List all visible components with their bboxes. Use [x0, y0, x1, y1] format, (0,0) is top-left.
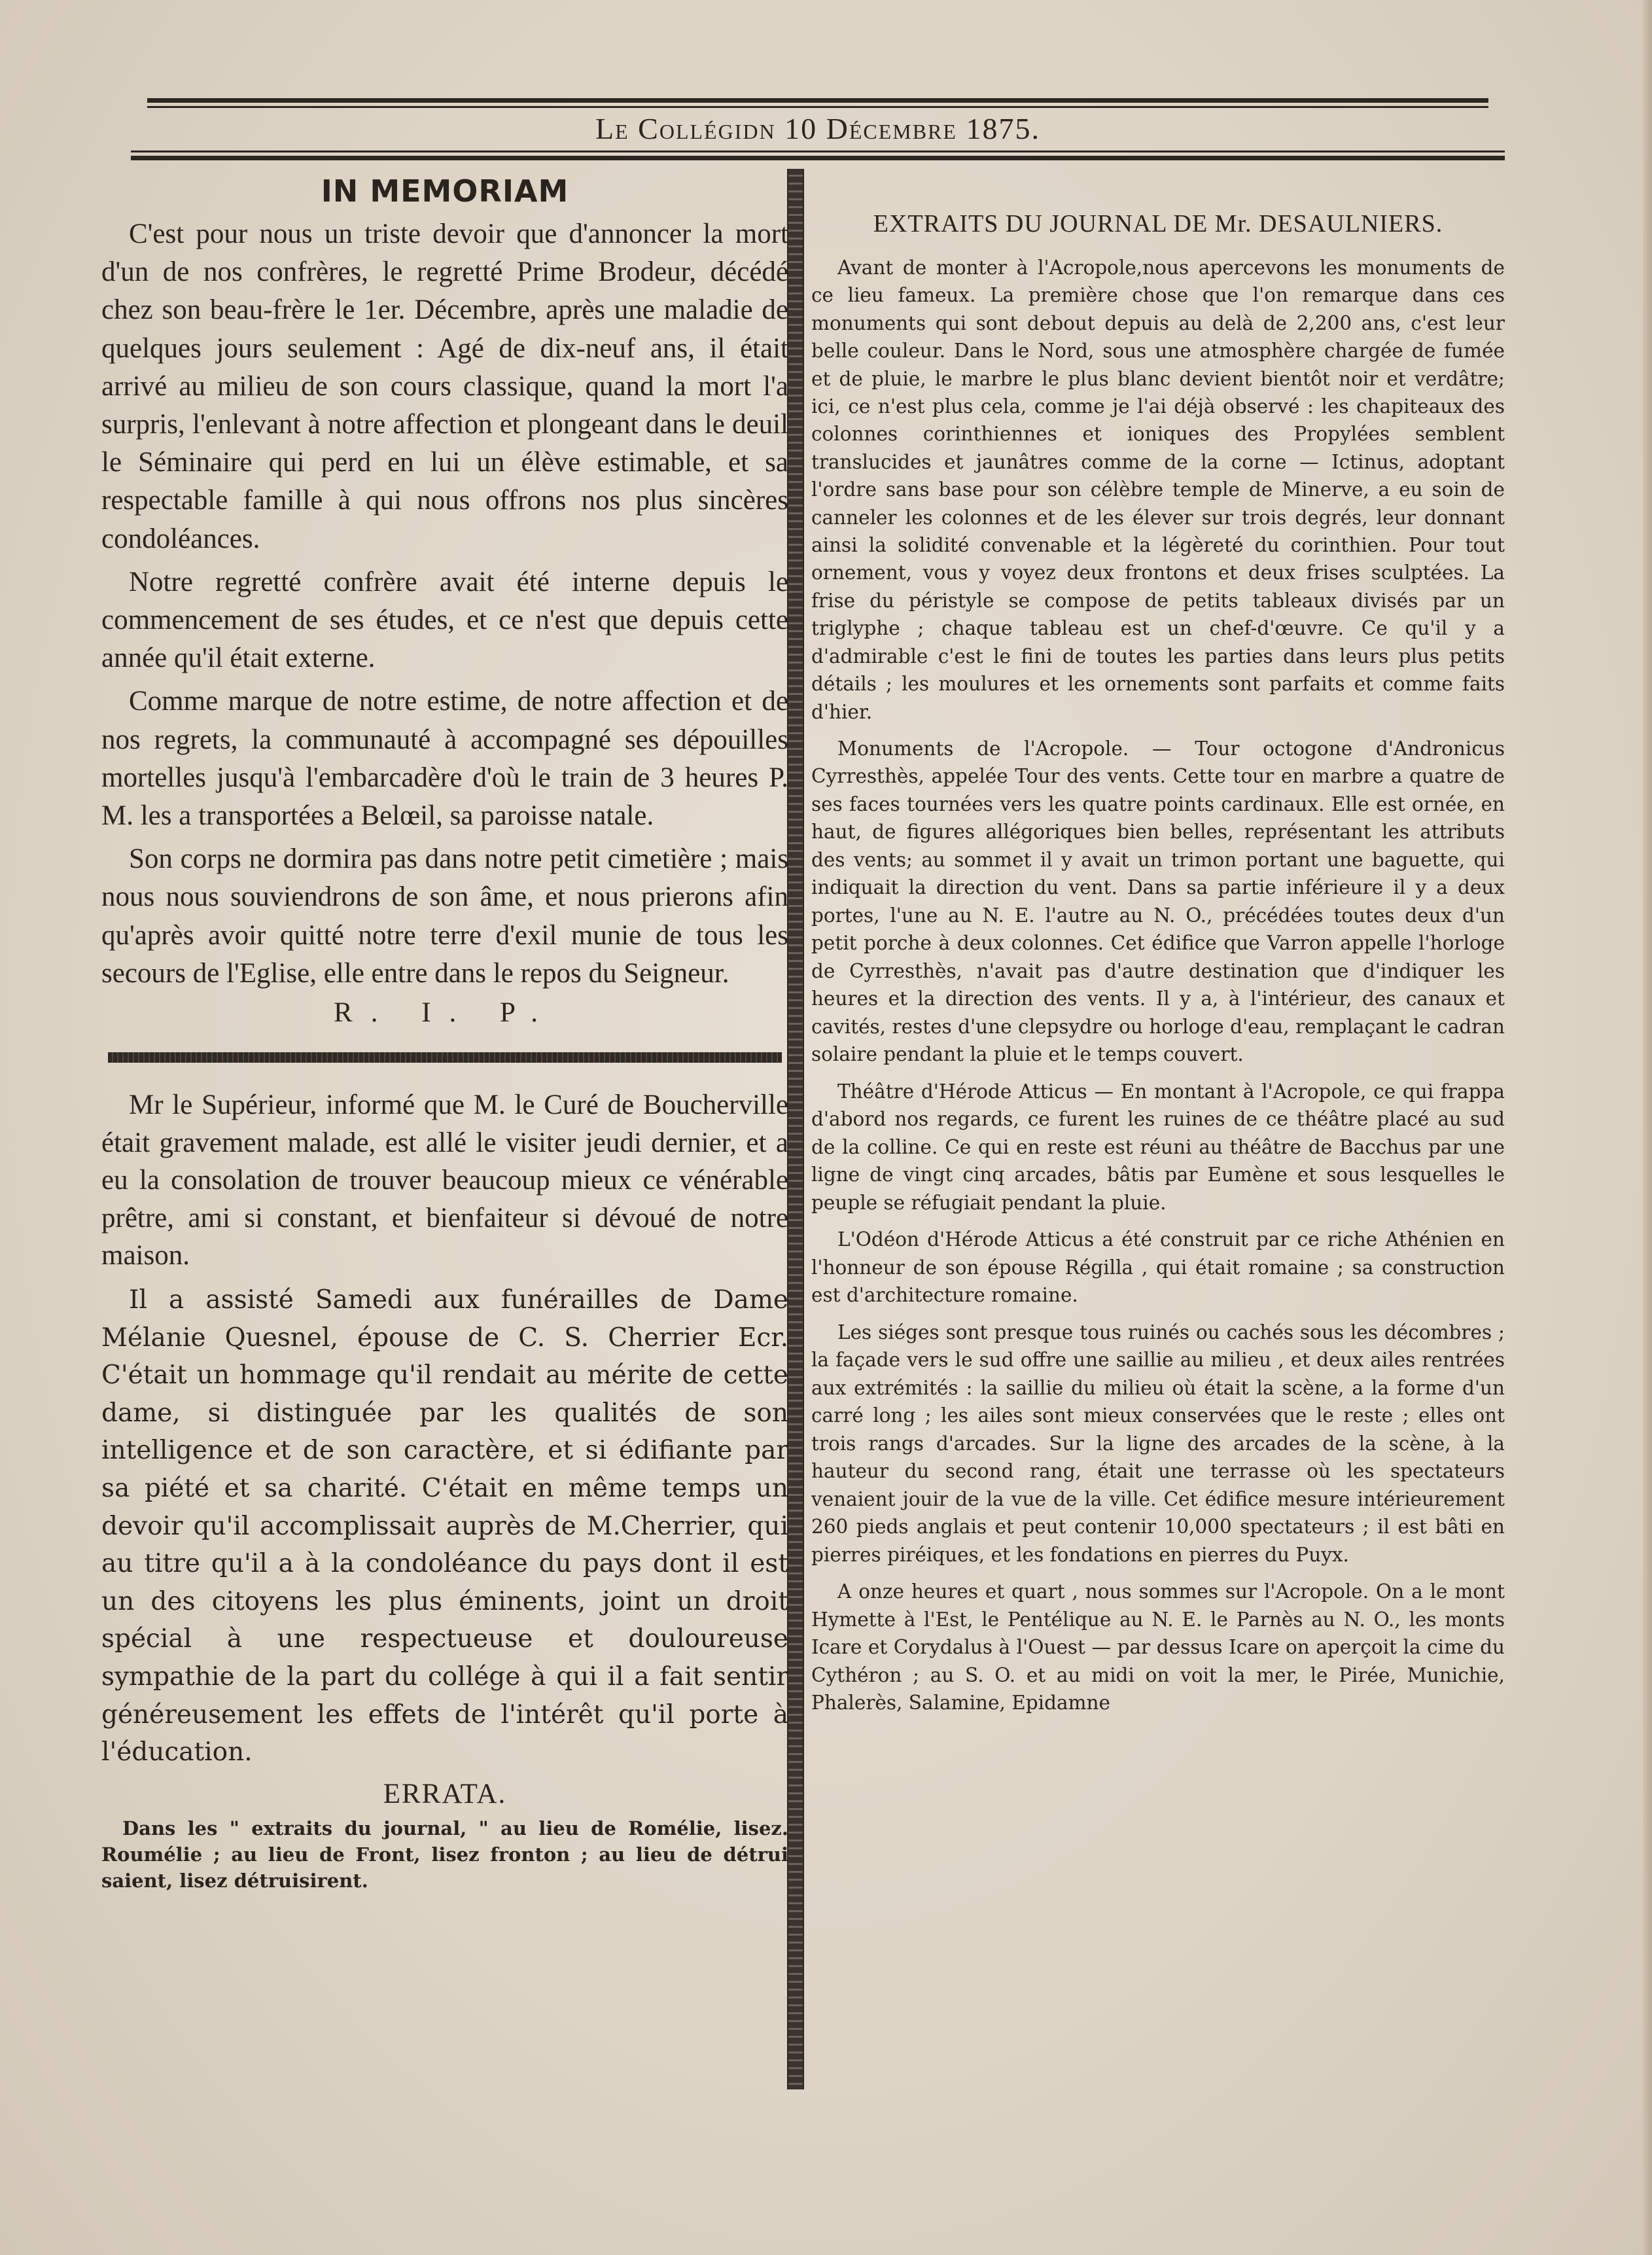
rip-line: R. I. P.	[334, 997, 556, 1029]
header-top-rule	[147, 98, 1488, 103]
extraits-paragraph: L'Odéon d'Hérode Atticus a été construit par ce riche Athénien en l'honneur de son épouse Régilla , qui était romaine ; sa construction est d'architecture romaine.	[811, 1228, 1505, 1307]
memoriam-paragraph: Son corps ne dormira pas dans notre petit cimetière ; mais nous nous souviendrons de son âme, et nous prierons afin qu'après avoir quitté notre terre d'exil munie de tous les secours de l'Eglise, elle entre dans le repos du Seigneur.	[101, 843, 788, 989]
funeral-paragraph: Il a assisté Samedi aux funérailles de Dame Mélanie Quesnel, épouse de C. S. Cherrier Ecr. C'était un hommage qu'il rendait au mérite de cette dame, si distinguée par les qualités de son intelligence et de son caractère, et si édifiante par sa piété et sa charité. C'était en même temps un devoir qu'il accomplissait auprès de M.Cherrier, qui au titre qu'il a à la condoléance du pays dont il est un des citoyens les plus éminents, joint un droit spécial à une respectueuse et douloureuse sympathie de la part du collége à qui il a fait sentir généreusement les effets de l'intérêt qu'il porte à l'éducation.	[101, 1285, 788, 1767]
memoriam-title: IN MEMORIAM	[321, 173, 569, 209]
right-column	[811, 209, 1505, 1717]
header-month: Décembre	[826, 112, 957, 145]
extraits-paragraph: Théâtre d'Hérode Atticus — En montant à l'Acropole, ce qui frappa d'abord nos regards, ce furent les ruines de ce théâtre placé au sud de la colline. Ce qui en reste est réuni au théâtre de Bacchus par une ligne de vingt cinq arcades, bâtis par Eumène et sous lesquelles le peuple se réfugiait pendant la pluie.	[811, 1080, 1505, 1214]
header-bottom-rule	[131, 156, 1505, 160]
header-newspaper-name: Le Collégidn	[595, 112, 776, 145]
header-bottom-rule-thin	[131, 151, 1505, 152]
superieur-paragraph: Mr le Supérieur, informé que M. le Curé de Boucherville était gravement malade, est allé le visiter jeudi dernier, et a eu la consolation de trouver beaucoup mieux ce vénérable prêtre, ami si constant, et bienfaiteur si dévoué de notre maison.	[101, 1090, 788, 1271]
section-separator	[108, 1052, 782, 1063]
column-divider	[787, 169, 804, 2089]
header-top-rule-thin	[147, 106, 1488, 108]
memoriam-paragraph: Notre regretté confrère avait été interne depuis le commencement de ses études, et ce n'est que depuis cette année qu'il était externe.	[101, 566, 788, 674]
header-year: 1875.	[966, 112, 1040, 145]
errata-title: ERRATA.	[383, 1778, 507, 1809]
memoriam-paragraph: C'est pour nous un triste devoir que d'annoncer la mort d'un de nos confrères, le regretté Prime Brodeur, décédé chez son beau-frère le 1er. Décembre, après une maladie de quelques jours seulement : Agé de dix-neuf ans, il était arrivé au milieu de son cours classique, quand la mort l'a surpris, l'enlevant à notre affection et plongeant dans le deuil le Séminaire qui perd en lui un élève estimable, et sa respectable famille à qui nous offrons nos plus sincères condoléances.	[101, 219, 788, 554]
extraits-paragraph: Monuments de l'Acropole. — Tour octogone d'Andronicus Cyrresthès, appelée Tour des vents. Cette tour en marbre a quatre de ses faces tournées vers les quatre points cardinaux. Elle est ornée, en haut, de figures allégoriques bien belles, représentant les attributs des vents; au sommet il y avait un trimon portant une baguette, qui indiquait la direction du vent. Dans sa partie inférieure il y a deux portes, l'une au N. E. l'autre au N. O., précédées toutes deux d'un petit porche à deux colonnes. Cet édifice que Varron appelle l'horloge de Cyrresthès, n'avait pas d'autre destination que d'indiquer les heures et la direction des vents. Il y a, à l'intérieur, des canaux et cavités, restes d'une clepsydre ou horloge d'eau, remplaçant le cadran solaire pendant la pluie et le temps couvert.	[811, 737, 1505, 1066]
memoriam-paragraph: Comme marque de notre estime, de notre affection et de nos regrets, la communauté à accompagné ses dépouilles mortelles jusqu'à l'embarcadère d'où le train de 3 heures P. M. les a transportées a Belœil, sa paroisse natale.	[101, 686, 788, 832]
page-edge	[1643, 0, 1652, 2255]
page-header	[563, 111, 1073, 146]
extraits-paragraph: A onze heures et quart , nous sommes sur l'Acropole. On a le mont Hymette à l'Est, le Pentélique au N. E. le Parnès au N. O., les monts Icare et Corydalus à l'Ouest — par dessus Icare on aperçoit la cime du Cythéron ; au S. O. et au midi on voit la mer, le Pirée, Munichie, Phalerès, Salamine, Epidamne	[811, 1580, 1505, 1714]
errata-text: Dans les " extraits du journal, " au lieu de Romélie, lisez. Roumélie ; au lieu de Front, lisez fronton ; au lieu de détrui saient, lisez détruisirent.	[101, 1817, 788, 1892]
extraits-title: EXTRAITS DU JOURNAL DE Mr. DESAULNIERS.	[873, 210, 1443, 238]
left-column	[101, 173, 788, 1894]
extraits-paragraph: Les siéges sont presque tous ruinés ou cachés sous les décombres ; la façade vers le sud offre une saillie au milieu , et deux ailes rentrées aux extrémités : la saillie du milieu où était la scène, a la forme d'un carré long ; les ailes sont mieux conservées que le reste ; elles ont trois rangs d'arcades. Sur la ligne des arcades de la scène, à la hauteur du second rang, était une terrasse où les spectateurs venaient jouir de la vue de la ville. Cet édifice mesure intérieurement 260 pieds anglais et peut contenir 10,000 spectateurs ; il est bâti en pierres piréiques, et les fondations en pierres du Puyx.	[811, 1321, 1505, 1566]
extraits-paragraph: Avant de monter à l'Acropole,nous apercevons les monuments de ce lieu fameux. La première chose que l'on remarque dans ces monuments qui sont debout depuis au delà de 2,200 ans, c'est leur belle couleur. Dans le Nord, sous une atmosphère chargée de fumée et de pluie, le marbre le plus blanc devient bientôt noir et verdâtre; ici, ce n'est plus cela, comme je l'ai déjà observé : les chapiteaux des colonnes corinthiennes et ioniques des Propylées semblent translucides et jaunâtres comme de la corne — Ictinus, adoptant l'ordre sans base pour son célèbre temple de Minerve, a eu soin de canneler les colonnes et de les élever sur trois degrés, leur donnant ainsi la solidité convenable et la légèreté du corinthien. Pour tout ornement, vous y voyez deux frontons et deux frises sculptées. La frise du péristyle se compose de petits tableaux divisés par un triglyphe ; chaque tableau est un chef-d'œuvre. Ce qu'il y a d'admirable c'est le fini de toutes les parties dans leurs plus petits détails ; les moulures et les ornements sont parfaits et comme faits d'hier.	[811, 257, 1505, 723]
header-day: 10	[784, 112, 818, 145]
